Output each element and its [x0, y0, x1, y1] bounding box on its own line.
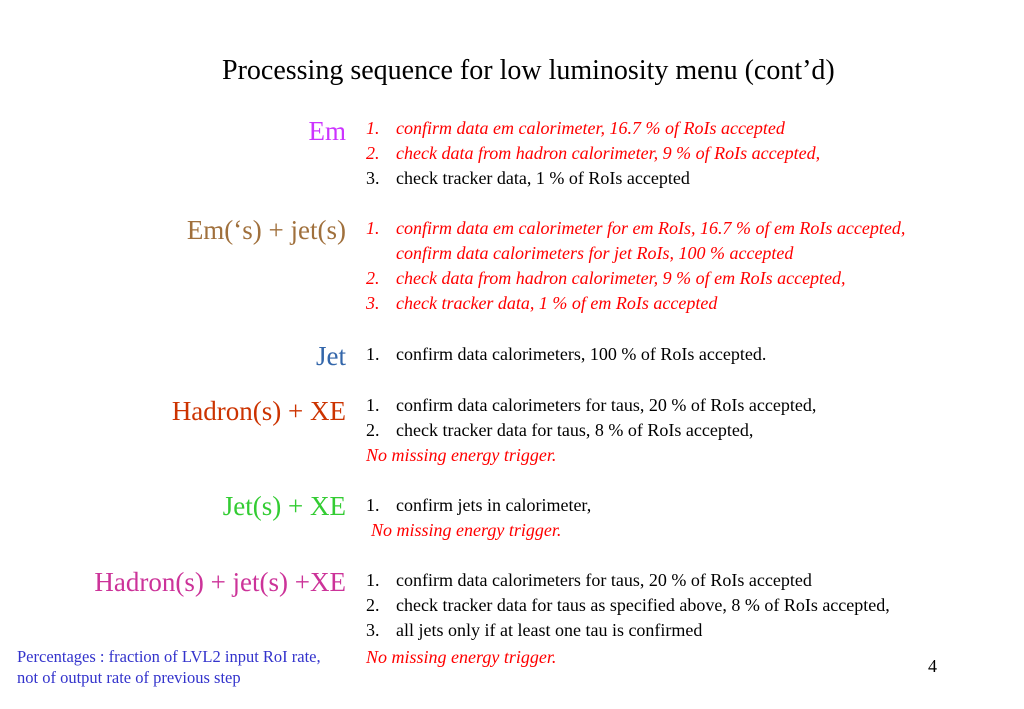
hadron-jet-xe-item-2: 2. check tracker data for taus as specified above, 8 % of RoIs accepted,	[366, 595, 890, 615]
label-hadron-jet-xe: Hadron(s) + jet(s) +XE	[94, 567, 346, 597]
em-item-1: 1. confirm data em calorimeter, 16.7 % of RoIs accepted	[366, 118, 785, 138]
slide-title: Processing sequence for low luminosity menu (cont’d)	[222, 55, 835, 86]
hadron-jet-xe-item-1: 1. confirm data calorimeters for taus, 20 % of RoIs accepted	[366, 570, 812, 590]
label-jet-xe: Jet(s) + XE	[222, 491, 346, 521]
label-hadron-xe: Hadron(s) + XE	[171, 396, 346, 426]
em-jet-item-2: 2. check data from hadron calorimeter, 9 % of em RoIs accepted,	[366, 268, 846, 288]
label-jet: Jet	[316, 341, 346, 371]
jet-xe-note: No missing energy trigger.	[371, 520, 562, 540]
hadron-jet-xe-item-3: 3. all jets only if at least one tau is confirmed	[366, 620, 703, 640]
hadron-xe-item-2: 2. check tracker data for taus, 8 % of RoIs accepted,	[366, 420, 754, 440]
em-jet-item-3: 3. check tracker data, 1 % of em RoIs accepted	[366, 293, 718, 313]
label-em-jet: Em(‘s) + jet(s)	[186, 215, 346, 245]
em-jet-item-1-cont: confirm data calorimeters for jet RoIs, 100 % accepted	[396, 243, 794, 263]
jet-xe-item-1: 1. confirm jets in calorimeter,	[366, 495, 592, 515]
hadron-xe-note: No missing energy trigger.	[366, 445, 557, 465]
em-item-3: 3. check tracker data, 1 % of RoIs accepted	[366, 168, 690, 188]
em-item-2: 2. check data from hadron calorimeter, 9 % of RoIs accepted,	[366, 143, 821, 163]
hadron-jet-xe-note: No missing energy trigger.	[366, 647, 557, 667]
jet-item-1: 1. confirm data calorimeters, 100 % of RoIs accepted.	[366, 344, 767, 364]
em-jet-item-1: 1. confirm data em calorimeter for em RoIs, 16.7 % of em RoIs accepted,	[366, 218, 906, 238]
page-number: 4	[928, 656, 937, 676]
footnote: Percentages : fraction of LVL2 input RoI rate, not of output rate of previous step	[17, 647, 321, 687]
hadron-xe-item-1: 1. confirm data calorimeters for taus, 20 % of RoIs accepted,	[366, 395, 817, 415]
label-em: Em	[308, 116, 346, 146]
